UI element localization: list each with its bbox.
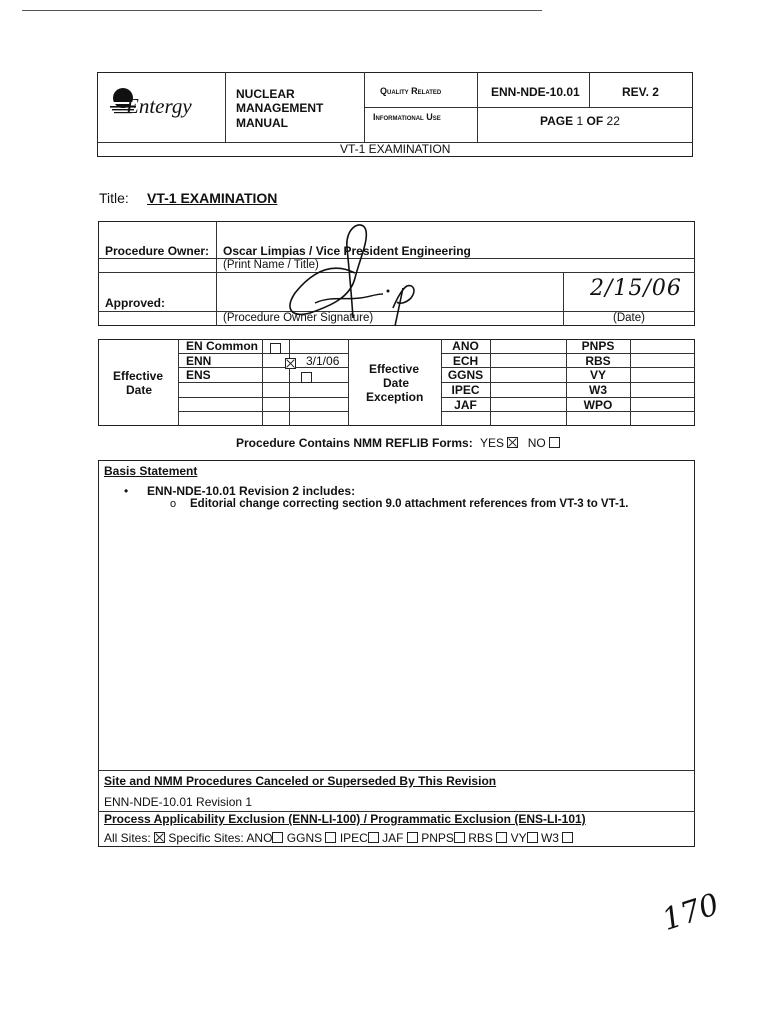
header-subtitle: VT-1 EXAMINATION (340, 142, 451, 156)
procedure-owner-label: Procedure Owner: (105, 244, 210, 258)
basis-heading: Basis Statement (104, 464, 198, 478)
page-indicator (540, 114, 620, 128)
site-ggns: GGNS (286, 831, 323, 845)
ipec-checkbox[interactable] (368, 832, 379, 843)
site-right: WPO (583, 398, 613, 412)
entergy-logo (106, 84, 221, 128)
ano-checkbox[interactable] (272, 832, 283, 843)
reflib-text: Procedure Contains NMM REFLIB Forms: (236, 436, 473, 450)
site-rbs: RBS (468, 831, 493, 845)
informational-use-label: Informational Use (373, 112, 441, 122)
basis-sub-bullet: Editorial change correcting section 9.0 attachment references from VT-3 to VT-1. (190, 498, 629, 510)
exclusion-heading: Process Applicability Exclusion (ENN-LI-100) / Programmatic Exclusion (ENS-LI-101) (104, 812, 586, 826)
approved-label: Approved: (105, 296, 165, 310)
handwritten-page-note: 170 (657, 887, 724, 938)
owner-divider (563, 272, 564, 326)
procedure-owner-name: Oscar Limpias / Vice President Engineering (223, 244, 471, 258)
effective-label: Effective (113, 369, 164, 383)
all-sites-checkbox[interactable] (154, 832, 165, 843)
reflib-line (236, 436, 560, 450)
vy-checkbox[interactable] (527, 832, 538, 843)
page-total: 22 (606, 114, 620, 128)
header-divider (225, 72, 226, 142)
site-pnps: PNPS (421, 831, 454, 845)
effective-divider (178, 382, 348, 383)
revision: REV. 2 (622, 85, 659, 99)
page-title: VT-1 EXAMINATION (147, 190, 278, 206)
header-divider (589, 72, 590, 107)
manual-line1: NUCLEAR (236, 87, 295, 101)
site-left: GGNS (447, 368, 484, 382)
manual-line3: MANUAL (236, 116, 288, 130)
site-right: PNPS (581, 339, 615, 353)
jaf-checkbox[interactable] (407, 832, 418, 843)
basis-bullet: ENN-NDE-10.01 Revision 2 includes: (147, 484, 356, 498)
exclusion-sites-line (104, 831, 573, 845)
scan-top-rule (22, 10, 542, 11)
effective-divider (178, 397, 348, 398)
basis-divider (98, 770, 695, 771)
rbs-checkbox[interactable] (496, 832, 507, 843)
exception-label: Exception (366, 390, 424, 404)
basis-box (98, 460, 695, 847)
manual-line2: MANAGEMENT (236, 101, 324, 115)
site-jaf: JAF (382, 831, 404, 845)
page-current: 1 (576, 114, 584, 128)
doc-number: ENN-NDE-10.01 (491, 85, 580, 99)
site-right: RBS (585, 354, 611, 368)
pnps-checkbox[interactable] (454, 832, 465, 843)
title-label: Title: (99, 190, 129, 206)
reflib-no-checkbox[interactable] (549, 437, 560, 448)
site-left: ECH (452, 354, 479, 368)
w3-checkbox[interactable] (562, 832, 573, 843)
site-left: JAF (454, 398, 477, 412)
site-right: VY (589, 368, 606, 382)
date-hint: (Date) (613, 312, 645, 324)
enn-checkbox[interactable] (285, 358, 296, 369)
site-ano: ANO (246, 831, 273, 845)
en-common-checkbox[interactable] (270, 343, 281, 354)
canceled-heading: Site and NMM Procedures Canceled or Superseded By This Revision (104, 774, 497, 788)
effective-row-name: ENS (186, 368, 211, 382)
sub-bullet-icon: o (170, 498, 177, 510)
enn-effective-date: 3/1/06 (306, 354, 340, 368)
page-label: PAGE (540, 114, 574, 128)
effective-divider (178, 411, 348, 412)
signature-scribble (275, 218, 445, 328)
effective-divider (348, 339, 349, 426)
header-divider (364, 107, 693, 108)
signature-hint: (Procedure Owner Signature) (223, 312, 374, 324)
site-left: IPEC (451, 383, 480, 397)
handwritten-date: 2/15/06 (590, 276, 682, 301)
ens-checkbox[interactable] (301, 372, 312, 383)
reflib-yes-checkbox[interactable] (507, 437, 518, 448)
site-left: ANO (452, 339, 479, 353)
exception-label: Effective (369, 362, 420, 376)
ggns-checkbox[interactable] (325, 832, 336, 843)
exception-label: Date (383, 376, 410, 390)
reflib-yes-label: YES (480, 436, 505, 450)
logo-wordmark: Entergy (126, 94, 192, 118)
specific-sites-label: Specific Sites: (168, 831, 244, 845)
all-sites-label: All Sites: (104, 831, 151, 845)
bullet-icon: • (124, 484, 129, 498)
reflib-no-label: NO (527, 436, 546, 450)
effective-row-name: ENN (186, 354, 212, 368)
print-name-hint: (Print Name / Title) (223, 259, 319, 271)
canceled-value: ENN-NDE-10.01 Revision 1 (104, 795, 253, 809)
site-vy: VY (510, 831, 527, 845)
site-ipec: IPEC (339, 831, 368, 845)
page-of: OF (586, 114, 604, 128)
effective-row-name: EN Common (186, 339, 258, 353)
site-right: W3 (589, 383, 607, 397)
site-w3: W3 (540, 831, 559, 845)
effective-label: Date (126, 383, 153, 397)
quality-related-label: Quality Related (380, 86, 442, 96)
